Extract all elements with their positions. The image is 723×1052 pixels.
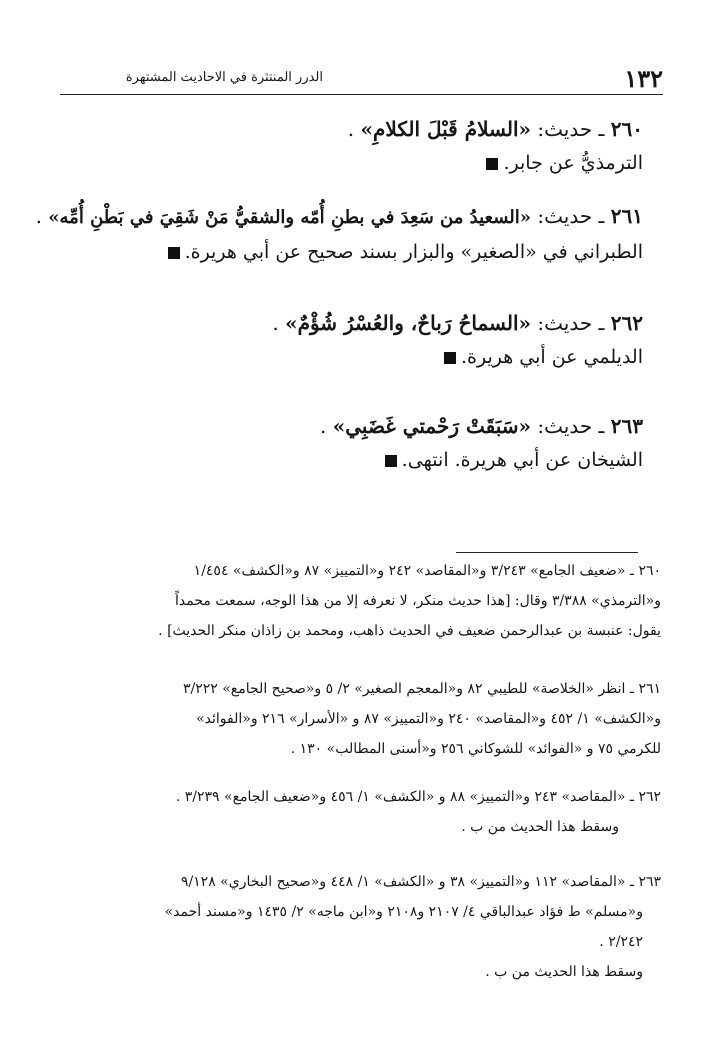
footnote-line: وسقط هذا الحديث من ب . bbox=[461, 819, 619, 835]
running-title: الدرر المنتثرة في الاحاديث المشتهرة bbox=[125, 70, 323, 85]
source-text: الترمذيُّ عن جابر. bbox=[503, 152, 643, 174]
footnote-line: ٢٦٢ ـ «المقاصد» ٢٤٣ و«التمييز» ٨٨ و «الكشف» ١/ ٤٥٦ و«ضعيف الجامع» ٣/٢٣٩ . bbox=[175, 789, 661, 805]
source-text: الطبراني في «الصغير» والبزار بسند صحيح عن أبي هريرة. bbox=[184, 241, 643, 263]
hadith-source bbox=[53, 148, 643, 178]
hadith-source bbox=[53, 342, 643, 372]
source-text: الشيخان عن أبي هريرة. انتهى. bbox=[401, 449, 643, 471]
hadith-entry bbox=[35, 201, 643, 267]
hadith-number: ٢٦٢ bbox=[610, 311, 643, 335]
hadith-entry bbox=[53, 114, 643, 178]
hadith-text: «سَبَقَتْ رَحْمتي غَضَبِي» bbox=[332, 414, 532, 438]
footnote-line: و«الكشف» ١/ ٤٥٢ و«المقاصد» ٢٤٠ و«التمييز» ٨٧ و «الأسرار» ٢١٦ و«الفوائد» bbox=[196, 711, 661, 727]
footnote bbox=[61, 556, 661, 646]
hadith-label: ـ حديث: bbox=[537, 311, 605, 335]
hadith-source bbox=[53, 237, 643, 267]
hadith-label: ـ حديث: bbox=[537, 117, 605, 141]
hadith-end: . bbox=[272, 311, 279, 335]
footnote-line: يقول: عنبسة بن عبدالرحمن ضعيف في الحديث ذاهب، ومحمد بن زاذان منكر الحديث] . bbox=[158, 623, 661, 639]
end-mark-icon bbox=[444, 352, 456, 364]
hadith-text: «السعيدُ من سَعِدَ في بطنِ أُمّه والشقيُّ مَنْ شَقِيَ في بَطْنِ أُمِّه» bbox=[48, 207, 532, 228]
hadith-end: . bbox=[320, 414, 327, 438]
end-mark-icon bbox=[385, 455, 397, 467]
hadith-line bbox=[53, 114, 643, 144]
hadith-text: «السلامُ قَبْلَ الكلامِ» bbox=[360, 117, 532, 141]
hadith-line bbox=[35, 201, 643, 233]
footnote-line: ٢٦١ ـ انظر «الخلاصة» للطيبي ٨٢ و«المعجم الصغير» ٢/ ٥ و«صحيح الجامع» ٣/٢٢٢ bbox=[182, 681, 661, 697]
hadith-end: . bbox=[347, 117, 355, 141]
hadith-label: ـ حديث: bbox=[537, 414, 605, 438]
footnote-line: و«مسلم» ط فؤاد عبدالباقي ٤/ ٢١٠٧ و٢١٠٨ و«ابن ماجه» ٢/ ١٤٣٥ و«مسند أحمد» bbox=[164, 904, 643, 920]
hadith-number: ٢٦٣ bbox=[610, 414, 643, 438]
page-number: ١٣٢ bbox=[624, 64, 663, 93]
end-mark-icon bbox=[486, 158, 498, 170]
hadith-entry bbox=[53, 411, 643, 475]
footnote-divider bbox=[456, 552, 638, 553]
footnote-line: للكرمي ٧٥ و «الفوائد» للشوكاني ٢٥٦ و«أسنى المطالب» ١٣٠ . bbox=[290, 741, 661, 757]
hadith-number: ٢٦٠ bbox=[610, 117, 643, 141]
hadith-entry bbox=[53, 308, 643, 372]
hadith-end: . bbox=[35, 204, 42, 228]
hadith-line bbox=[53, 411, 643, 441]
footnote bbox=[61, 782, 661, 842]
hadith-number: ٢٦١ bbox=[610, 204, 643, 228]
hadith-source bbox=[53, 445, 643, 475]
page-header bbox=[60, 64, 663, 95]
footnote-line: ٢٦٣ ـ «المقاصد» ١١٢ و«التمييز» ٣٨ و «الكشف» ١/ ٤٤٨ و«صحيح البخاري» ٩/١٢٨ bbox=[180, 874, 661, 890]
footnote-line: ٢٦٠ ـ «ضعيف الجامع» ٣/٢٤٣ و«المقاصد» ٢٤٢ و«التمييز» ٨٧ و«الكشف» ١/٤٥٤ bbox=[193, 563, 661, 579]
footnote-line: و«الترمذي» ٣/٣٨٨ وقال: [هذا حديث منكر، لا نعرفه إلا من هذا الوجه، سمعت محمداً bbox=[175, 593, 661, 609]
hadith-text: «السماحُ رَباحٌ، والعُسْرُ شُؤْمٌ» bbox=[285, 311, 532, 335]
hadith-label: ـ حديث: bbox=[537, 204, 605, 228]
footnote-line: ٢/٢٤٢ . bbox=[599, 934, 643, 950]
footnote-line: وسقط هذا الحديث من ب . bbox=[485, 964, 643, 980]
footnote bbox=[61, 674, 661, 764]
hadith-line bbox=[53, 308, 643, 338]
source-text: الديلمي عن أبي هريرة. bbox=[460, 346, 643, 368]
footnote bbox=[61, 867, 661, 987]
end-mark-icon bbox=[168, 247, 180, 259]
